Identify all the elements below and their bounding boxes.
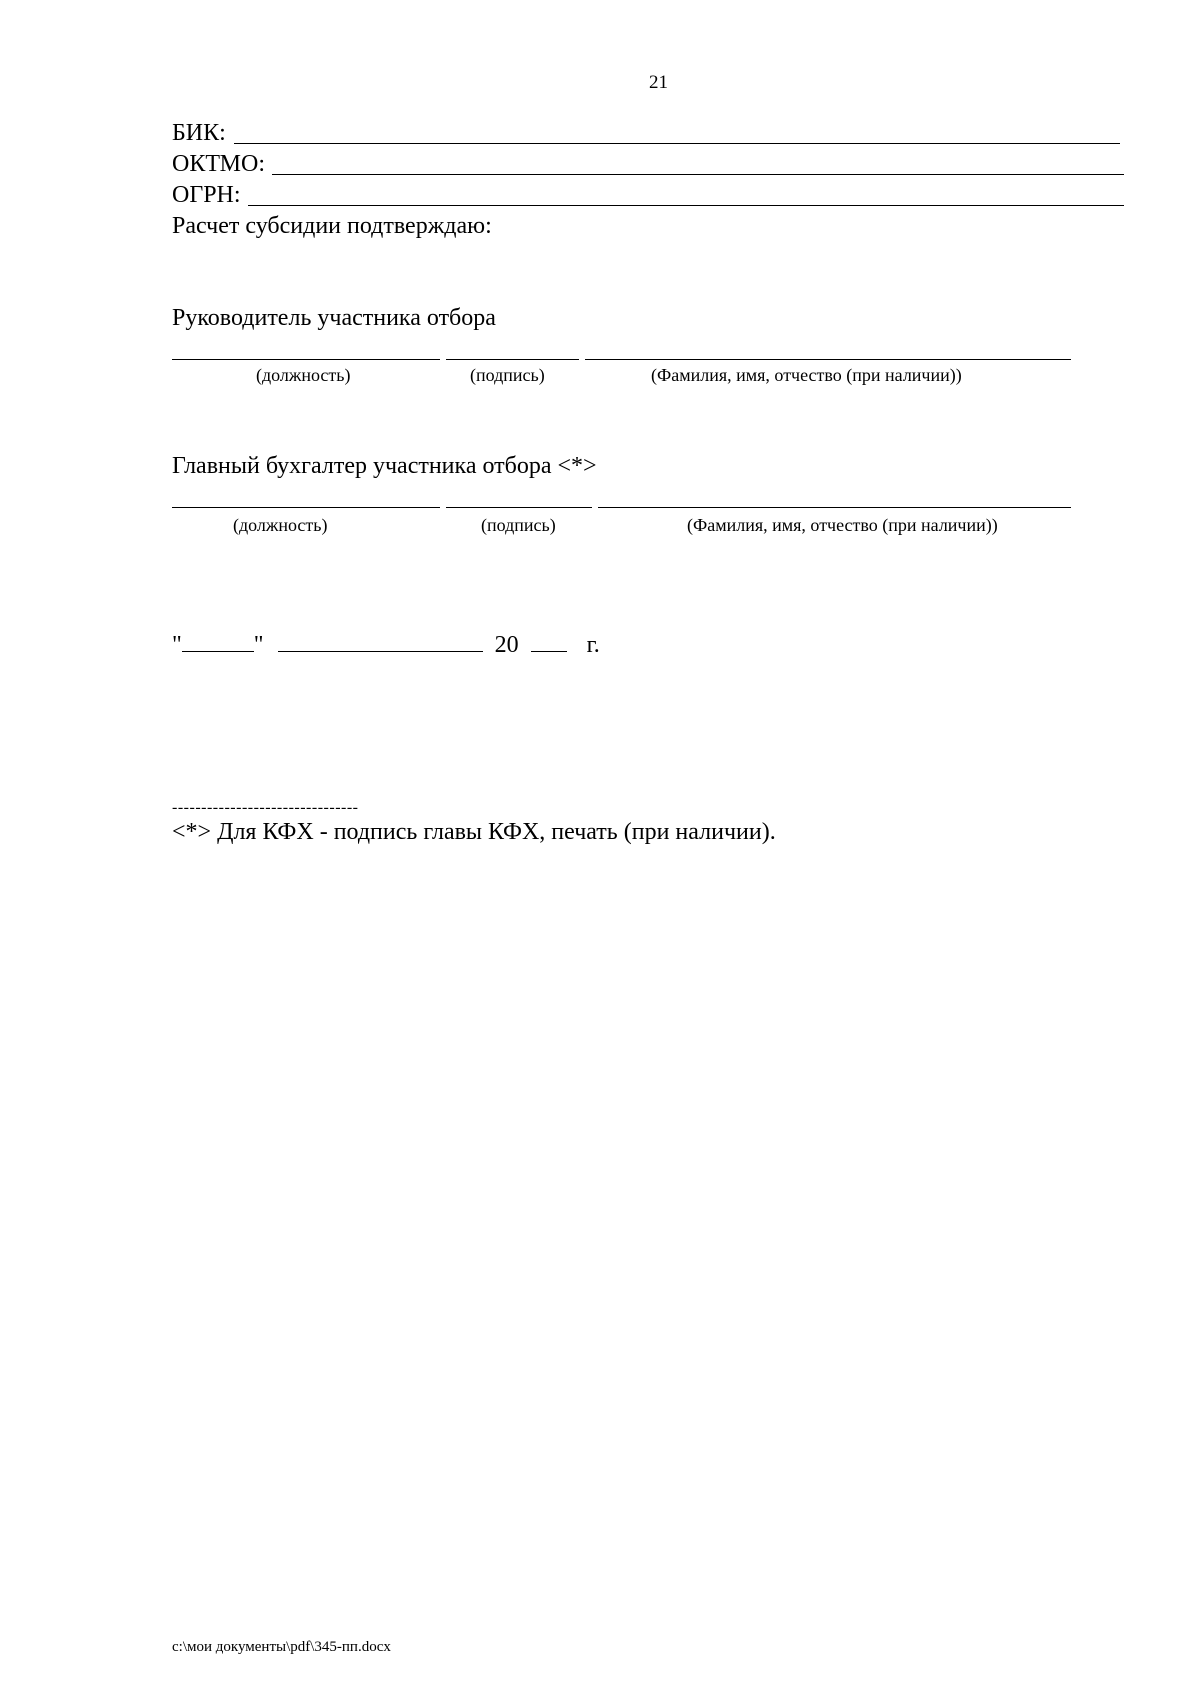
footnote-text: <*> Для КФХ - подпись главы КФХ, печать (при наличии). <box>172 819 776 845</box>
head-name-caption: (Фамилия, имя, отчество (при наличии)) <box>651 365 962 385</box>
accountant-position-caption: (должность) <box>233 515 328 535</box>
accountant-name-line <box>598 507 1071 508</box>
date-open-quote: " <box>172 632 182 658</box>
date-line <box>172 631 600 659</box>
date-year-blank <box>531 631 567 652</box>
bik-fill-line <box>234 143 1120 144</box>
ogrn-fill-line <box>248 205 1124 206</box>
accountant-signature-caption: (подпись) <box>481 515 556 535</box>
ogrn-label: ОГРН: <box>172 182 241 208</box>
date-month-blank <box>278 631 483 652</box>
accountant-position-line <box>172 507 440 508</box>
date-close-quote: " <box>253 632 264 658</box>
oktmo-fill-line <box>272 174 1124 175</box>
head-name-line <box>585 359 1071 360</box>
bik-label: БИК: <box>172 120 226 146</box>
page-number: 21 <box>649 72 668 93</box>
accountant-name-caption: (Фамилия, имя, отчество (при наличии)) <box>687 515 998 535</box>
file-path: c:\мои документы\pdf\345-пп.docx <box>172 1639 391 1655</box>
date-year-prefix: 20 <box>494 632 519 658</box>
date-year-suffix: г. <box>586 632 600 658</box>
accountant-signature-line <box>446 507 592 508</box>
head-signature-line <box>446 359 579 360</box>
head-position-line <box>172 359 440 360</box>
footnote-separator: -------------------------------- <box>172 799 359 816</box>
ogrn-field <box>172 181 241 209</box>
oktmo-field <box>172 150 265 178</box>
head-position-caption: (должность) <box>256 365 351 385</box>
confirm-text: Расчет субсидии подтверждаю: <box>172 213 492 239</box>
oktmo-label: ОКТМО: <box>172 151 266 177</box>
head-signature-caption: (подпись) <box>470 365 545 385</box>
bik-field <box>172 119 226 147</box>
accountant-title: Главный бухгалтер участника отбора <*> <box>172 453 597 479</box>
date-day-blank <box>182 631 254 652</box>
head-title: Руководитель участника отбора <box>172 305 496 331</box>
